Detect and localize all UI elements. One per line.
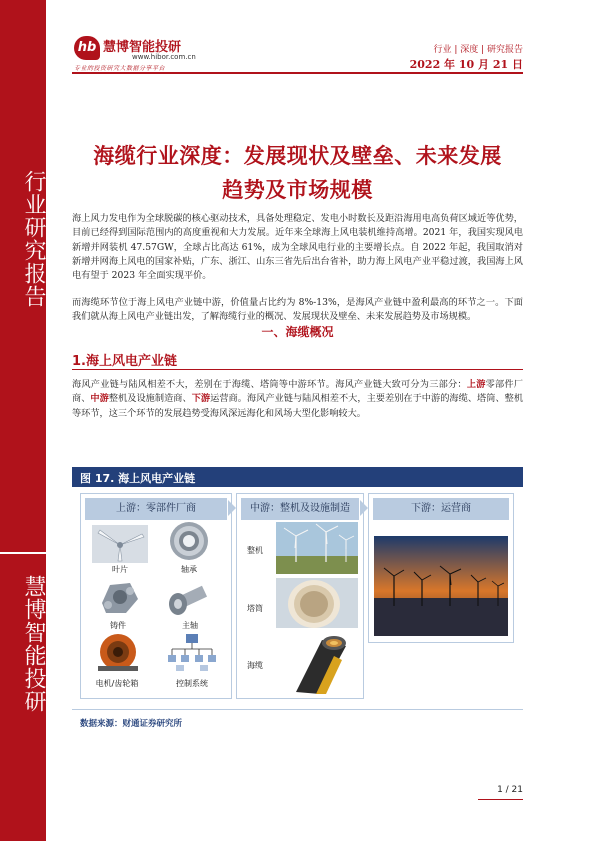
upstream-item-casting: 铸件 <box>110 621 126 630</box>
midstream-item-cable: 海缆 <box>247 661 263 670</box>
header-divider <box>72 72 523 74</box>
offshore-farm-image <box>374 536 508 636</box>
midstream-arrow-icon <box>360 500 368 516</box>
left-sidebar <box>0 0 46 841</box>
figure-source-divider <box>72 709 523 710</box>
sub-heading: 1.海上风电产业链 <box>72 354 177 369</box>
chain-paragraph <box>72 378 523 421</box>
midstream-item-turbine: 整机 <box>247 546 263 555</box>
page-number: 1 / 21 <box>497 785 523 795</box>
chain-text-2: 零部件厂商、 <box>72 379 524 405</box>
sub-heading-divider <box>72 369 523 370</box>
logo-slogan: 专业的投资研究大数据分享平台 <box>74 65 166 72</box>
report-date: 2022 年 10 月 21 日 <box>409 58 523 71</box>
bearing-image <box>166 520 212 562</box>
chain-text-4: 运营商。海风产业链与陆风相差不大，主要差别在于中游的海缆、塔筒、整机等环节，这三个环节的发展趋势受海风深远海化和风场大型化影响较大。 <box>72 393 524 419</box>
intro-paragraph-2: 而海缆环节位于海上风电产业链中游，价值量占比约为 8%-13%，是海风产业链中盈利最高的环节之一。下面我们就从海上风电产业链出发，了解海缆行业的概况、发展现状及壁垒、未来发展趋势及市场规模。 <box>72 297 523 323</box>
midstream-panel-head: 中游：整机及设施制造 <box>241 498 359 520</box>
sidebar-report-type: 行业研究报告 <box>21 170 46 308</box>
blade-image <box>92 525 148 563</box>
report-tags: 行业 | 深度 | 研究报告 <box>433 45 523 55</box>
upstream-arrow-icon <box>228 500 236 516</box>
chain-text-1: 海风产业链与陆风相差不大，差别在于海缆、塔筒等中游环节。海风产业链大致可分为三部分： <box>72 379 467 390</box>
chain-downstream-label: 下游 <box>191 393 211 405</box>
logo-mark-icon: hb <box>74 36 100 60</box>
sidebar-brand: 慧博智能投研 <box>21 575 46 713</box>
generator-image <box>92 630 144 674</box>
midstream-item-tower: 塔筒 <box>247 604 263 613</box>
upstream-item-control: 控制系统 <box>176 679 208 688</box>
logo-url: www.hibor.com.cn <box>132 53 196 61</box>
figure-source: 数据来源：财通证券研究所 <box>80 719 183 729</box>
chain-text-3: 整机及设施制造商、 <box>108 393 192 405</box>
chain-upstream-label: 上游 <box>466 379 486 390</box>
cable-image <box>276 632 358 694</box>
shaft-image <box>166 578 214 616</box>
footer-divider <box>478 799 523 800</box>
page-title-line1: 海缆行业深度：发展现状及壁垒、未来发展 <box>93 144 502 168</box>
upstream-item-shaft: 主轴 <box>182 621 198 630</box>
logo-name: 慧博智能投研 <box>103 40 182 55</box>
turbine-image <box>276 522 358 574</box>
page-title-line2: 趋势及市场规模 <box>222 178 373 202</box>
upstream-item-bearing: 轴承 <box>181 565 197 574</box>
upstream-panel-head: 上游：零部件厂商 <box>85 498 227 520</box>
upstream-item-blade: 叶片 <box>112 565 128 574</box>
sidebar-divider <box>0 552 46 554</box>
chain-midstream-label: 中游 <box>90 393 109 405</box>
downstream-panel-head: 下游：运营商 <box>373 498 509 520</box>
upstream-item-generator: 电机/齿轮箱 <box>95 679 139 688</box>
figure-title: 图 17. 海上风电产业链 <box>80 472 196 485</box>
tower-image <box>276 578 358 628</box>
control-system-image <box>166 632 218 672</box>
section-heading: 一、海缆概况 <box>261 325 334 339</box>
casting-image <box>94 577 142 617</box>
intro-paragraph-1: 海上风力发电作为全球脱碳的核心驱动技术，具备处理稳定、发电小时数长及距沿海用电高负荷区域近等优势，目前已经得到国际范围内的高度重视和大力发展。近年来全球海上风电装机维持高增。2021 年，我国实现风电新增并网装机 47.57GW，全球占比高达 61%，成为全球风电行业的主要增长点。自 2022 年起，我国取消对新增并网海上风电的国家补贴，广东、浙江、山东三省先后出台省补，助力海上风电产业平稳过渡，我国海上风电有望于 2023 年全面实现平价。 <box>72 213 523 282</box>
brand-logo <box>74 36 194 72</box>
